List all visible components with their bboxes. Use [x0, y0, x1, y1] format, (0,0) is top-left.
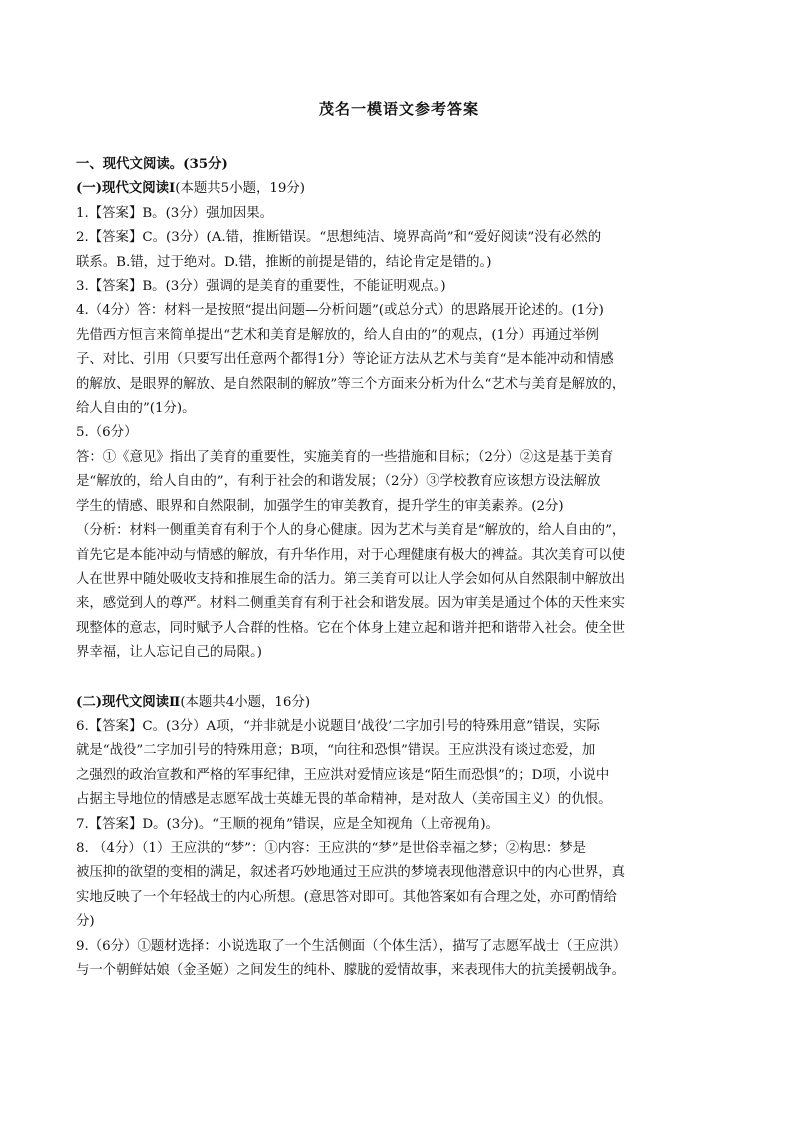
subsection-heading-text: (二)现代文阅读Ⅱ — [76, 693, 181, 710]
answer-line: 先借西方恒言来简单提出“艺术和美育是解放的，给人自由的”的观点，(1分）再通过举例 — [76, 327, 599, 343]
answer-line: 与一个朝鲜姑娘（金圣姬）之间发生的纯朴、朦胧的爱情故事，来表现伟大的抗美援朝战争。 — [76, 963, 626, 978]
answer-line: 是“解放的，给人自由的”，有利于社会的和谐发展；（2分）③学校教育应该想方设法解放 — [76, 474, 601, 490]
answer-line: 学生的情感、眼界和自然限制，加强学生的审美教育，提升学生的审美素养。(2分) — [76, 498, 564, 514]
answer-line: 之强烈的政治宣教和严格的军事纪律，王应洪对爱情应该是“陌生而恐惧”的；D项，小说中 — [76, 767, 610, 783]
subsection-note: (本题共4小题，16分) — [180, 694, 311, 710]
answer-line: 9.（6分）①题材选择：小说选取了一个生活侧面（个体生活），描写了志愿军战士（王应洪） — [76, 938, 627, 954]
answer-line: 来，感觉到人的尊严。材料二侧重美育有利于社会和谐发展。因为审美是通过个体的天性来实 — [76, 596, 626, 612]
answer-line: 首先它是本能冲动与情感的解放，有升华作用，对于心理健康有极大的裨益。其次美育可以使 — [76, 547, 626, 563]
answer-line: 子、对比、引用（只要写出任意两个都得1分）等论证方法从艺术与美育“是本能冲动和情感 — [76, 352, 614, 368]
subsection-heading-text: (一)现代文阅读Ⅰ — [76, 180, 176, 197]
answer-line: 被压抑的欲望的变相的满足，叙述者巧妙地通过王应洪的梦境表现他潜意识中的内心世界，真 — [76, 865, 626, 881]
document-title: 茂名一模语文参考答案 — [318, 100, 479, 118]
answer-line: 就是“战役”二字加引号的特殊用意；B项，“向往和恐惧”错误。王应洪没有谈过恋爱，加 — [76, 743, 596, 759]
answer-line: 人在世界中随处吸收支持和推展生命的活力。第三美育可以让人学会如何从自然限制中解放出 — [76, 571, 626, 587]
answer-line: 现整体的意志，同时赋予人合群的性格。它在个体身上建立起和谐并把和谐带入社会。使全世 — [76, 620, 626, 636]
answer-line: 4.（4分）答：材料一是按照“提出问题—分析问题”(或总分式）的思路展开论述的。(1分) — [76, 303, 604, 319]
subsection-heading-reading-1 — [76, 176, 722, 201]
answer-line: 分) — [76, 914, 95, 930]
answer-line: 答：①《意见》指出了美育的重要性，实施美育的一些措施和目标；（2分）②这是基于美育 — [76, 449, 614, 465]
answer-line: 界幸福，让人忘记自己的局限。) — [76, 645, 262, 661]
answer-line: 7.【答案】D。(3分)。“王顺的视角”错误，应是全知视角（上帝视角)。 — [76, 816, 499, 832]
answer-line: 的解放、是眼界的解放、是自然限制的解放”等三个方面来分析为什么“艺术与美育是解放的， — [76, 376, 626, 392]
answer-line: 联系。B.错，过于绝对。D.错，推断的前提是错的，结论肯定是错的。) — [76, 254, 492, 270]
answer-line: 5.（6分） — [76, 425, 138, 441]
answer-document — [76, 98, 722, 983]
answer-line: 6.【答案】C。(3分）A项，“并非就是小说题目‘战役’二字加引号的特殊用意”错误，实际 — [76, 718, 600, 734]
answer-line: 3.【答案】B。(3分）强调的是美育的重要性，不能证明观点。) — [76, 279, 446, 295]
answer-line: 2.【答案】C。(3分）(A.错，推断错误。“思想纯洁、境界高尚”和“爱好阅读”没有必然的 — [76, 230, 602, 246]
subsection-heading-reading-2 — [76, 690, 722, 715]
section-spacer — [76, 666, 722, 690]
subsection-note: (本题共5小题，19分) — [175, 181, 306, 197]
section-heading-modern-reading: 一、现代文阅读。(35分) — [76, 156, 228, 172]
answer-line: 1.【答案】B。(3分）强加因果。 — [76, 205, 274, 221]
answer-line: 8. （4分）（1）王应洪的“梦”：①内容：王应洪的“梦”是世俗幸福之梦；②构思：梦是 — [76, 840, 587, 856]
answer-line: （分析：材料一侧重美育有利于个人的身心健康。因为艺术与美育是“解放的，给人自由的”， — [76, 523, 626, 539]
answer-line: 实地反映了一个年轻战士的内心所想。(意思答对即可。其他答案如有合理之处，亦可酌情给 — [76, 889, 617, 905]
answer-line: 占据主导地位的情感是志愿军战士英雄无畏的革命精神，是对敌人（美帝国主义）的仇恨。 — [76, 792, 612, 808]
answer-line: 给人自由的”(1分)。 — [76, 401, 196, 417]
